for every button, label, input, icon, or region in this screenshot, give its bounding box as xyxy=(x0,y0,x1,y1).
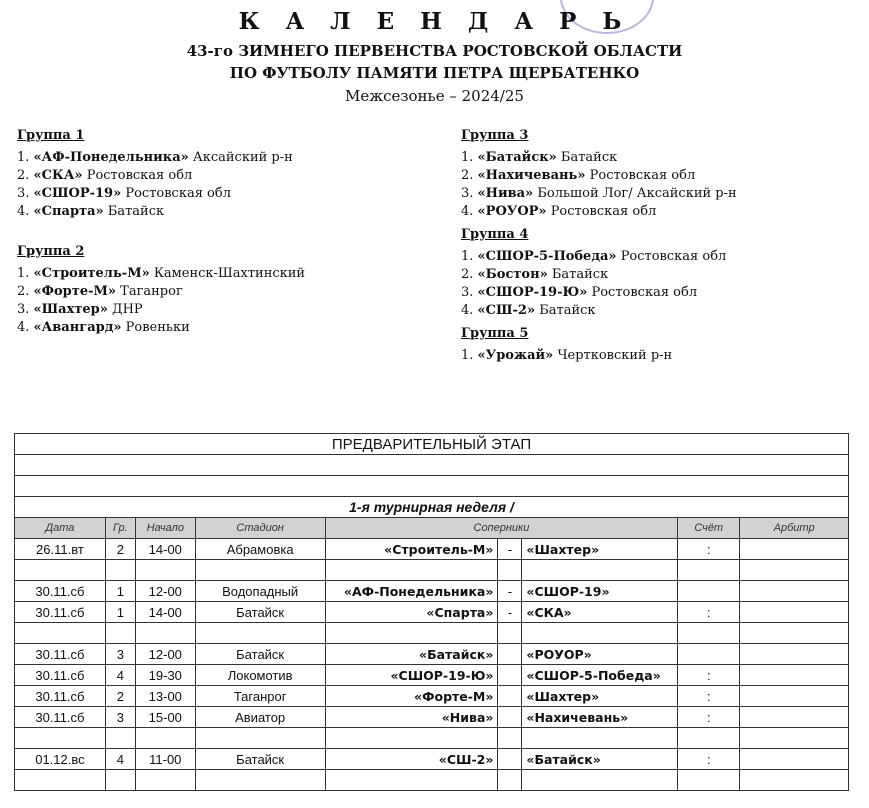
team-list-item xyxy=(17,167,293,185)
match-stadium: Абрамовка xyxy=(195,539,325,560)
team-number: 4. xyxy=(461,303,474,318)
header-opponents: Соперники xyxy=(325,518,678,539)
match-start-time: 12-00 xyxy=(135,581,195,602)
empty-cell xyxy=(498,623,522,644)
team-list-item xyxy=(17,319,305,337)
empty-row xyxy=(15,770,849,791)
group-3 xyxy=(461,127,737,221)
empty-cell xyxy=(105,728,135,749)
match-row xyxy=(15,749,849,770)
match-group: 1 xyxy=(105,602,135,623)
empty-cell xyxy=(105,623,135,644)
away-team: «Шахтер» xyxy=(522,539,678,560)
season-label: Межсезонье – 2024/25 xyxy=(345,87,524,105)
match-stadium: Батайск xyxy=(195,602,325,623)
team-number: 3. xyxy=(461,186,474,201)
match-date: 30.11.сб xyxy=(15,707,106,728)
match-referee xyxy=(740,749,849,770)
match-referee xyxy=(740,644,849,665)
match-row xyxy=(15,707,849,728)
match-date: 30.11.сб xyxy=(15,665,106,686)
match-score: : xyxy=(678,665,740,686)
team-name: «СШОР-5-Победа» xyxy=(477,249,617,264)
team-name: «РОУОР» xyxy=(477,204,547,219)
team-number: 4. xyxy=(17,204,30,219)
empty-cell xyxy=(105,770,135,791)
team-name: «Спарта» xyxy=(33,204,104,219)
empty-cell xyxy=(740,728,849,749)
match-referee xyxy=(740,602,849,623)
team-name: «Урожай» xyxy=(477,348,554,363)
team-name: «Шахтер» xyxy=(33,302,108,317)
group-1 xyxy=(17,127,293,221)
team-number: 4. xyxy=(17,320,30,335)
match-separator: - xyxy=(498,602,522,623)
empty-cell xyxy=(678,770,740,791)
team-name: «Бостон» xyxy=(477,267,548,282)
group-heading: Группа 3 xyxy=(461,128,529,143)
empty-cell xyxy=(15,728,106,749)
away-team: «СКА» xyxy=(522,602,678,623)
empty-cell xyxy=(195,770,325,791)
team-name: «Форте-М» xyxy=(33,284,117,299)
match-start-time: 12-00 xyxy=(135,644,195,665)
empty-row xyxy=(15,623,849,644)
empty-cell xyxy=(325,728,498,749)
match-date: 26.11.вт xyxy=(15,539,106,560)
team-number: 3. xyxy=(17,186,30,201)
match-score: : xyxy=(678,686,740,707)
empty-cell xyxy=(195,623,325,644)
match-group: 3 xyxy=(105,707,135,728)
subtitle-line-2: ПО ФУТБОЛУ ПАМЯТИ ПЕТРА ЩЕРБАТЕНКО xyxy=(229,64,640,82)
team-location: Ростовская обл xyxy=(550,204,657,219)
match-stadium: Водопадный xyxy=(195,581,325,602)
team-name: «СШОР-19» xyxy=(33,186,122,201)
header-stadium: Стадион xyxy=(195,518,325,539)
team-name: «СКА» xyxy=(33,168,83,183)
team-location: Ростовская обл xyxy=(86,168,193,183)
team-list-item xyxy=(17,301,305,319)
home-team: «Нива» xyxy=(325,707,498,728)
match-start-time: 14-00 xyxy=(135,602,195,623)
team-list-item xyxy=(461,203,737,221)
match-start-time: 11-00 xyxy=(135,749,195,770)
match-start-time: 19-30 xyxy=(135,665,195,686)
group-heading: Группа 2 xyxy=(17,244,85,259)
empty-cell xyxy=(740,623,849,644)
team-list-item xyxy=(461,167,737,185)
group-heading: Группа 4 xyxy=(461,227,529,242)
match-row xyxy=(15,665,849,686)
group-4 xyxy=(461,226,726,320)
group-heading: Группа 5 xyxy=(461,326,529,341)
team-list-item xyxy=(17,265,305,283)
match-referee xyxy=(740,686,849,707)
away-team: «РОУОР» xyxy=(522,644,678,665)
match-stadium: Батайск xyxy=(195,749,325,770)
team-name: «Нива» xyxy=(477,186,534,201)
match-stadium: Батайск xyxy=(195,644,325,665)
header-start: Начало xyxy=(135,518,195,539)
match-stadium: Авиатор xyxy=(195,707,325,728)
match-referee xyxy=(740,665,849,686)
team-number: 2. xyxy=(461,168,474,183)
team-list-item xyxy=(17,203,293,221)
team-number: 1. xyxy=(461,150,474,165)
team-number: 1. xyxy=(17,266,30,281)
team-number: 2. xyxy=(17,284,30,299)
team-location: Каменск-Шахтинский xyxy=(153,266,306,281)
table-header xyxy=(15,518,849,539)
match-date: 30.11.сб xyxy=(15,644,106,665)
empty-cell xyxy=(15,560,106,581)
away-team: «Шахтер» xyxy=(522,686,678,707)
group-heading: Группа 1 xyxy=(17,128,85,143)
empty-cell xyxy=(522,623,678,644)
empty-cell xyxy=(325,560,498,581)
match-row xyxy=(15,581,849,602)
match-date: 30.11.сб xyxy=(15,602,106,623)
team-location: Батайск xyxy=(551,267,609,282)
team-number: 3. xyxy=(17,302,30,317)
match-group: 2 xyxy=(105,539,135,560)
match-group: 2 xyxy=(105,686,135,707)
group-5 xyxy=(461,325,672,365)
match-group: 1 xyxy=(105,581,135,602)
match-separator xyxy=(498,644,522,665)
team-number: 4. xyxy=(461,204,474,219)
team-list-item xyxy=(17,149,293,167)
team-location: Ростовская обл xyxy=(589,168,696,183)
match-start-time: 13-00 xyxy=(135,686,195,707)
empty-cell xyxy=(498,560,522,581)
team-location: Батайск xyxy=(107,204,165,219)
empty-row xyxy=(15,560,849,581)
match-date: 01.12.вс xyxy=(15,749,106,770)
away-team: «Нахичевань» xyxy=(522,707,678,728)
team-location: Ростовская обл xyxy=(125,186,231,201)
team-list-item xyxy=(461,185,737,203)
home-team: «СШОР-19-Ю» xyxy=(325,665,498,686)
team-location: Таганрог xyxy=(120,284,183,299)
team-name: «Строитель-М» xyxy=(33,266,150,281)
header-referee: Арбитр xyxy=(740,518,849,539)
empty-cell xyxy=(678,560,740,581)
home-team: «Строитель-М» xyxy=(325,539,498,560)
empty-cell xyxy=(498,770,522,791)
match-row xyxy=(15,602,849,623)
empty-cell xyxy=(135,623,195,644)
empty-cell xyxy=(135,728,195,749)
stage-title: ПРЕДВАРИТЕЛЬНЫЙ ЭТАП xyxy=(15,434,849,455)
team-name: «СШ-2» xyxy=(477,303,536,318)
empty-cell xyxy=(195,560,325,581)
away-team: «СШОР-19» xyxy=(522,581,678,602)
away-team: «СШОР-5-Победа» xyxy=(522,665,678,686)
subtitle-line-1: 43-го ЗИМНЕГО ПЕРВЕНСТВА РОСТОВСКОЙ ОБЛАСТИ xyxy=(186,42,683,60)
team-number: 3. xyxy=(461,285,474,300)
away-team: «Батайск» xyxy=(522,749,678,770)
match-referee xyxy=(740,581,849,602)
match-row xyxy=(15,686,849,707)
match-group: 3 xyxy=(105,644,135,665)
match-score: : xyxy=(678,749,740,770)
match-start-time: 14-00 xyxy=(135,539,195,560)
team-number: 1. xyxy=(461,249,474,264)
match-separator xyxy=(498,686,522,707)
empty-cell xyxy=(498,728,522,749)
team-list-item xyxy=(461,347,672,365)
match-score: : xyxy=(678,539,740,560)
team-name: «СШОР-19-Ю» xyxy=(477,285,588,300)
match-separator xyxy=(498,707,522,728)
team-location: Чертковский р-н xyxy=(557,348,673,363)
home-team: «Форте-М» xyxy=(325,686,498,707)
empty-cell xyxy=(678,728,740,749)
home-team: «СШ-2» xyxy=(325,749,498,770)
match-referee xyxy=(740,707,849,728)
team-location: Большой Лог/ Аксайский р-н xyxy=(537,186,737,201)
team-list-item xyxy=(461,284,726,302)
team-name: «Батайск» xyxy=(477,150,557,165)
match-group: 4 xyxy=(105,749,135,770)
team-location: Батайск xyxy=(539,303,596,318)
group-2 xyxy=(17,243,305,337)
team-list-item xyxy=(461,266,726,284)
header-date: Дата xyxy=(15,518,106,539)
empty-cell xyxy=(678,623,740,644)
team-name: «Нахичевань» xyxy=(477,168,586,183)
home-team: «АФ-Понедельника» xyxy=(325,581,498,602)
team-location: Ростовская обл xyxy=(591,285,698,300)
team-number: 2. xyxy=(461,267,474,282)
week-title: 1-я турнирная неделя / xyxy=(15,497,849,518)
team-location: Батайск xyxy=(560,150,618,165)
match-stadium: Локомотив xyxy=(195,665,325,686)
match-start-time: 15-00 xyxy=(135,707,195,728)
empty-cell xyxy=(105,560,135,581)
empty-cell xyxy=(135,770,195,791)
team-list-item xyxy=(461,302,726,320)
header-score: Счёт xyxy=(678,518,740,539)
match-score xyxy=(678,581,740,602)
team-list-item xyxy=(17,185,293,203)
empty-cell xyxy=(522,728,678,749)
match-score xyxy=(678,644,740,665)
team-name: «АФ-Понедельника» xyxy=(33,150,189,165)
match-group: 4 xyxy=(105,665,135,686)
team-location: Ростовская обл xyxy=(620,249,727,264)
match-date: 30.11.сб xyxy=(15,581,106,602)
spacer-row xyxy=(15,476,849,497)
empty-cell xyxy=(15,770,106,791)
document-title: К А Л Е Н Д А Р Ь xyxy=(238,8,631,35)
match-separator: - xyxy=(498,581,522,602)
team-list-item xyxy=(17,283,305,301)
match-separator xyxy=(498,749,522,770)
match-separator xyxy=(498,665,522,686)
team-number: 2. xyxy=(17,168,30,183)
empty-cell xyxy=(522,770,678,791)
match-referee xyxy=(740,539,849,560)
match-date: 30.11.сб xyxy=(15,686,106,707)
spacer-row xyxy=(15,455,849,476)
match-score: : xyxy=(678,602,740,623)
team-name: «Авангард» xyxy=(33,320,122,335)
empty-cell xyxy=(740,560,849,581)
empty-cell xyxy=(15,623,106,644)
match-row xyxy=(15,539,849,560)
team-number: 1. xyxy=(17,150,30,165)
header-group: Гр. xyxy=(105,518,135,539)
team-location: Аксайский р-н xyxy=(192,150,293,165)
team-list-item xyxy=(461,149,737,167)
empty-cell xyxy=(325,770,498,791)
match-row xyxy=(15,644,849,665)
empty-cell xyxy=(740,770,849,791)
team-location: Ровеньки xyxy=(125,320,190,335)
empty-cell xyxy=(195,728,325,749)
empty-row xyxy=(15,728,849,749)
match-score: : xyxy=(678,707,740,728)
match-stadium: Таганрог xyxy=(195,686,325,707)
empty-cell xyxy=(522,560,678,581)
team-number: 1. xyxy=(461,348,474,363)
team-list-item xyxy=(461,248,726,266)
home-team: «Батайск» xyxy=(325,644,498,665)
match-separator: - xyxy=(498,539,522,560)
schedule-table xyxy=(14,433,849,791)
empty-cell xyxy=(325,623,498,644)
empty-cell xyxy=(135,560,195,581)
home-team: «Спарта» xyxy=(325,602,498,623)
team-location: ДНР xyxy=(112,302,143,317)
